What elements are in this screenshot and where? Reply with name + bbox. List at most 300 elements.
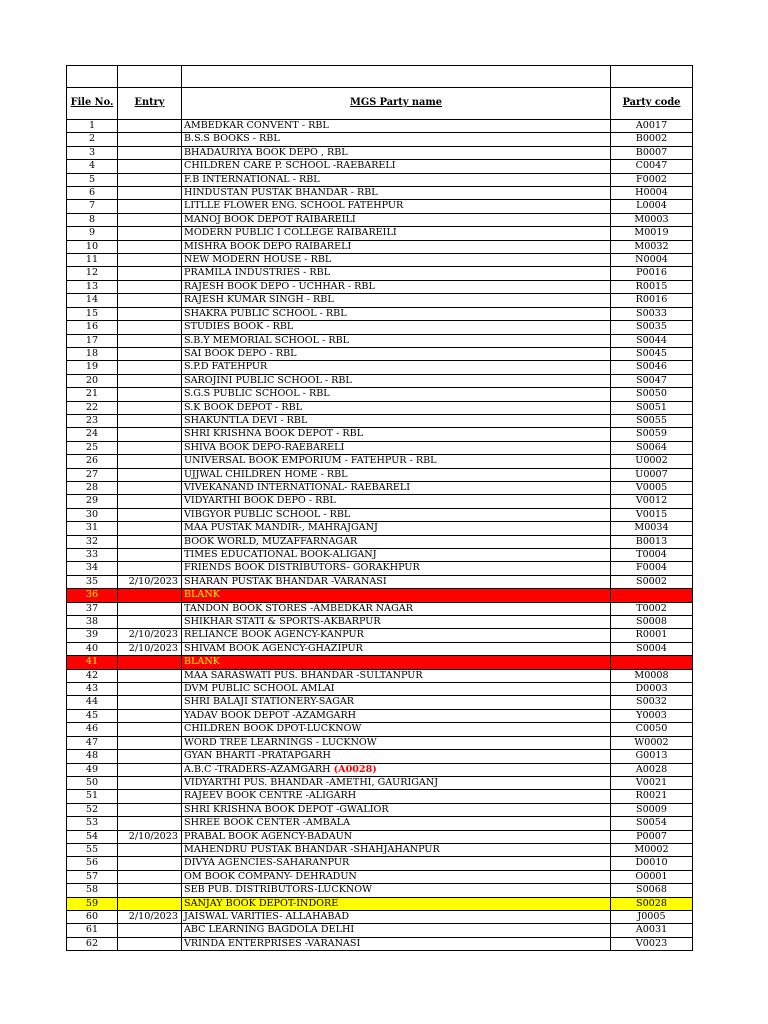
table-row (67, 870, 693, 883)
entry-cell (118, 870, 182, 883)
entry-cell: 2/10/2023 (118, 642, 182, 655)
entry-cell: 2/10/2023 (118, 629, 182, 642)
party-code-cell: N0004 (611, 254, 693, 267)
party-code-cell: M0034 (611, 522, 693, 535)
party-code-cell: F0002 (611, 173, 693, 186)
party-name-cell: UNIVERSAL BOOK EMPORIUM - FATEHPUR - RBL (182, 455, 611, 468)
entry-cell (118, 535, 182, 548)
table-row (67, 629, 693, 642)
file-no-cell: 42 (67, 669, 118, 682)
party-code-cell: M0003 (611, 213, 693, 226)
file-no-cell: 3 (67, 146, 118, 159)
entry-cell (118, 562, 182, 575)
file-no-cell: 29 (67, 495, 118, 508)
entry-cell (118, 843, 182, 856)
file-no-cell: 59 (67, 897, 118, 910)
party-name-cell: ABC LEARNING BAGDOLA DELHI (182, 924, 611, 937)
header-party-code: Party code (611, 88, 693, 120)
party-name-cell: VRINDA ENTERPRISES -VARANASI (182, 937, 611, 950)
file-no-cell: 20 (67, 374, 118, 387)
party-name-cell: SHREE BOOK CENTER -AMBALA (182, 817, 611, 830)
party-name-cell: SHIKHAR STATI & SPORTS-AKBARPUR (182, 616, 611, 629)
party-code-cell: S0004 (611, 642, 693, 655)
entry-cell (118, 173, 182, 186)
party-code-cell: R0015 (611, 280, 693, 293)
party-name-cell: MANOJ BOOK DEPOT RAIBAREILI (182, 213, 611, 226)
file-no-cell: 12 (67, 267, 118, 280)
file-no-cell: 39 (67, 629, 118, 642)
party-code-cell: S0050 (611, 388, 693, 401)
party-name-cell: PRABAL BOOK AGENCY-BADAUN (182, 830, 611, 843)
party-name-cell: SHRI BALAJI STATIONERY-SAGAR (182, 696, 611, 709)
entry-cell (118, 817, 182, 830)
party-name-cell: BLANK (182, 589, 611, 602)
file-no-cell: 50 (67, 776, 118, 789)
entry-cell (118, 294, 182, 307)
file-no-cell: 31 (67, 522, 118, 535)
table-row (67, 830, 693, 843)
party-code-cell: S0054 (611, 817, 693, 830)
party-name-cell: GYAN BHARTI -PRATAPGARH (182, 750, 611, 763)
party-name-cell: AMBEDKAR CONVENT - RBL (182, 120, 611, 133)
entry-cell (118, 616, 182, 629)
party-name-cell: RAJESH KUMAR SINGH - RBL (182, 294, 611, 307)
party-name-cell: SEB PUB. DISTRIBUTORS-LUCKNOW (182, 884, 611, 897)
party-code-cell: V0012 (611, 495, 693, 508)
party-name-cell: BLANK (182, 656, 611, 669)
entry-cell (118, 750, 182, 763)
entry-cell (118, 884, 182, 897)
party-name-cell: JAISWAL VARITIES- ALLAHABAD (182, 910, 611, 923)
table-row (67, 187, 693, 200)
table-row (67, 817, 693, 830)
party-name-cell: SHAKUNTLA DEVI - RBL (182, 414, 611, 427)
table-row (67, 897, 693, 910)
header-party-name: MGS Party name (182, 88, 611, 120)
party-name-cell: DVM PUBLIC SCHOOL AMLAI (182, 683, 611, 696)
file-no-cell: 22 (67, 401, 118, 414)
party-name-cell: BHADAURIYA BOOK DEPO , RBL (182, 146, 611, 159)
party-code-cell: M0008 (611, 669, 693, 682)
table-row (67, 347, 693, 360)
table-row (67, 254, 693, 267)
party-code-cell: B0013 (611, 535, 693, 548)
party-name-cell: FRIENDS BOOK DISTRIBUTORS- GORAKHPUR (182, 562, 611, 575)
table-row (67, 910, 693, 923)
table-row (67, 280, 693, 293)
party-name-cell: SHARAN PUSTAK BHANDAR -VARANASI (182, 575, 611, 588)
file-no-cell: 19 (67, 361, 118, 374)
party-code-cell: V0005 (611, 481, 693, 494)
table-row (67, 562, 693, 575)
party-code-cell (611, 656, 693, 669)
party-name-cell: LITLLE FLOWER ENG. SCHOOL FATEHPUR (182, 200, 611, 213)
party-code-cell: S0035 (611, 321, 693, 334)
party-code-cell: S0045 (611, 347, 693, 360)
entry-cell (118, 120, 182, 133)
entry-cell (118, 307, 182, 320)
header-entry: Entry (118, 88, 182, 120)
file-no-cell: 15 (67, 307, 118, 320)
party-name-cell: HINDUSTAN PUSTAK BHANDAR - RBL (182, 187, 611, 200)
party-name-cell: BOOK WORLD, MUZAFFARNAGAR (182, 535, 611, 548)
table-row (67, 213, 693, 226)
file-no-cell: 52 (67, 803, 118, 816)
party-code-cell: A0028 (611, 763, 693, 776)
party-code-cell: L0004 (611, 200, 693, 213)
entry-cell (118, 776, 182, 789)
file-no-cell: 26 (67, 455, 118, 468)
party-code-cell: C0047 (611, 160, 693, 173)
table-row (67, 468, 693, 481)
party-name-cell: MODERN PUBLIC I COLLEGE RAIBAREILI (182, 227, 611, 240)
entry-cell (118, 133, 182, 146)
party-code-cell: S0044 (611, 334, 693, 347)
entry-cell (118, 857, 182, 870)
party-code-cell: B0002 (611, 133, 693, 146)
table-row (67, 374, 693, 387)
file-no-cell: 53 (67, 817, 118, 830)
party-name-text: A.B.C -TRADERS-AZAMGARH (184, 763, 334, 775)
entry-cell (118, 656, 182, 669)
table-row (67, 723, 693, 736)
party-name-cell: SHRI KRISHNA BOOK DEPOT - RBL (182, 428, 611, 441)
party-name-cell: WORD TREE LEARNINGS - LUCKNOW (182, 736, 611, 749)
table-row (67, 642, 693, 655)
table-row (67, 857, 693, 870)
party-name-cell: VIDYARTHI BOOK DEPO - RBL (182, 495, 611, 508)
party-name-cell: SAROJINI PUBLIC SCHOOL - RBL (182, 374, 611, 387)
table-row (67, 200, 693, 213)
entry-cell (118, 589, 182, 602)
party-name-cell: S.K BOOK DEPOT - RBL (182, 401, 611, 414)
table-row (67, 683, 693, 696)
file-no-cell: 1 (67, 120, 118, 133)
party-code-cell: M0019 (611, 227, 693, 240)
file-no-cell: 43 (67, 683, 118, 696)
party-name-cell: VIVEKANAND INTERNATIONAL- RAEBARELI (182, 481, 611, 494)
file-no-cell: 2 (67, 133, 118, 146)
party-name-cell: RAJEEV BOOK CENTRE -ALIGARH (182, 790, 611, 803)
table-row (67, 173, 693, 186)
table-row (67, 334, 693, 347)
party-name-cell: VIDYARTHI PUS. BHANDAR -AMETHI, GAURIGANJ (182, 776, 611, 789)
file-no-cell: 24 (67, 428, 118, 441)
party-code-cell: S0008 (611, 616, 693, 629)
entry-cell (118, 549, 182, 562)
entry-cell (118, 401, 182, 414)
party-code-cell: V0023 (611, 937, 693, 950)
table-row (67, 146, 693, 159)
entry-cell (118, 696, 182, 709)
file-no-cell: 56 (67, 857, 118, 870)
entry-cell (118, 897, 182, 910)
entry-cell: 2/10/2023 (118, 910, 182, 923)
file-no-cell: 13 (67, 280, 118, 293)
table-row (67, 481, 693, 494)
party-code-cell: R0016 (611, 294, 693, 307)
entry-cell (118, 723, 182, 736)
party-name-cell: STUDIES BOOK - RBL (182, 321, 611, 334)
table-row (67, 321, 693, 334)
table-row (67, 227, 693, 240)
table-row (67, 750, 693, 763)
party-code-cell: D0010 (611, 857, 693, 870)
party-name-cell: S.P.D FATEHPUR (182, 361, 611, 374)
file-no-cell: 7 (67, 200, 118, 213)
entry-cell (118, 683, 182, 696)
party-name-cell: SHAKRA PUBLIC SCHOOL - RBL (182, 307, 611, 320)
file-no-cell: 41 (67, 656, 118, 669)
table-row (67, 763, 693, 776)
party-code-cell: T0004 (611, 549, 693, 562)
file-no-cell: 49 (67, 763, 118, 776)
table-row (67, 736, 693, 749)
table-row (67, 388, 693, 401)
file-no-cell: 27 (67, 468, 118, 481)
file-no-cell: 44 (67, 696, 118, 709)
table-row (67, 937, 693, 950)
file-no-cell: 10 (67, 240, 118, 253)
file-no-cell: 62 (67, 937, 118, 950)
file-no-cell: 25 (67, 441, 118, 454)
table-row (67, 924, 693, 937)
file-no-cell: 17 (67, 334, 118, 347)
entry-cell (118, 937, 182, 950)
party-name-cell: OM BOOK COMPANY- DEHRADUN (182, 870, 611, 883)
entry-cell (118, 240, 182, 253)
entry-cell (118, 455, 182, 468)
file-no-cell: 61 (67, 924, 118, 937)
party-code-cell: S0046 (611, 361, 693, 374)
party-name-cell: RAJESH BOOK DEPO - UCHHAR - RBL (182, 280, 611, 293)
table-row (67, 267, 693, 280)
entry-cell (118, 803, 182, 816)
file-no-cell: 32 (67, 535, 118, 548)
table-row (67, 790, 693, 803)
entry-cell (118, 441, 182, 454)
table-row (67, 240, 693, 253)
party-name-cell: SANJAY BOOK DEPOT-INDORE (182, 897, 611, 910)
party-code-cell: S0032 (611, 696, 693, 709)
table-row (67, 401, 693, 414)
file-no-cell: 11 (67, 254, 118, 267)
table-row (67, 843, 693, 856)
file-no-cell: 37 (67, 602, 118, 615)
party-code-cell: P0007 (611, 830, 693, 843)
table-row (67, 549, 693, 562)
entry-cell (118, 267, 182, 280)
party-code-cell: H0004 (611, 187, 693, 200)
party-name-cell: SHIVAM BOOK AGENCY-GHAZIPUR (182, 642, 611, 655)
header-file-no: File No. (67, 88, 118, 120)
table-row (67, 294, 693, 307)
file-no-cell: 48 (67, 750, 118, 763)
party-name-cell: MISHRA BOOK DEPO RAIBARELI (182, 240, 611, 253)
party-name-cell: RELIANCE BOOK AGENCY-KANPUR (182, 629, 611, 642)
file-no-cell: 8 (67, 213, 118, 226)
party-code-cell: R0021 (611, 790, 693, 803)
party-name-cell: YADAV BOOK DEPOT -AZAMGARH (182, 709, 611, 722)
party-code-cell: S0059 (611, 428, 693, 441)
entry-cell (118, 763, 182, 776)
table-row (67, 455, 693, 468)
entry-cell (118, 468, 182, 481)
party-name-cell: F.B INTERNATIONAL - RBL (182, 173, 611, 186)
file-no-cell: 33 (67, 549, 118, 562)
table-row (67, 133, 693, 146)
header-row (67, 88, 693, 120)
entry-cell (118, 428, 182, 441)
table-row (67, 602, 693, 615)
file-no-cell: 30 (67, 508, 118, 521)
party-code-cell: A0031 (611, 924, 693, 937)
table-row (67, 361, 693, 374)
table-row (67, 160, 693, 173)
party-name-cell: CHILDREN CARE P. SCHOOL -RAEBARELI (182, 160, 611, 173)
table-row (67, 669, 693, 682)
entry-cell (118, 414, 182, 427)
table-row (67, 522, 693, 535)
entry-cell (118, 280, 182, 293)
file-no-cell: 55 (67, 843, 118, 856)
party-code-cell: W0002 (611, 736, 693, 749)
party-code-cell: S0033 (611, 307, 693, 320)
entry-cell (118, 790, 182, 803)
entry-cell (118, 709, 182, 722)
party-name-cell: TIMES EDUCATIONAL BOOK-ALIGANJ (182, 549, 611, 562)
file-no-cell: 5 (67, 173, 118, 186)
table-body (67, 120, 693, 951)
table-row (67, 616, 693, 629)
entry-cell (118, 321, 182, 334)
table-row (67, 307, 693, 320)
party-code-cell: S0009 (611, 803, 693, 816)
file-no-cell: 54 (67, 830, 118, 843)
party-code-cell: S0051 (611, 401, 693, 414)
file-no-cell: 58 (67, 884, 118, 897)
entry-cell (118, 669, 182, 682)
party-code-cell: V0015 (611, 508, 693, 521)
party-name-cell: SHIVA BOOK DEPO-RAEBARELI (182, 441, 611, 454)
table-row (67, 656, 693, 669)
entry-cell (118, 254, 182, 267)
table-row (67, 414, 693, 427)
file-no-cell: 14 (67, 294, 118, 307)
file-no-cell: 46 (67, 723, 118, 736)
entry-cell (118, 347, 182, 360)
party-code-highlight: (A0028) (333, 763, 377, 775)
table-row (67, 120, 693, 133)
party-code-cell: F0004 (611, 562, 693, 575)
party-name-cell: UJJWAL CHILDREN HOME - RBL (182, 468, 611, 481)
file-no-cell: 6 (67, 187, 118, 200)
entry-cell (118, 924, 182, 937)
entry-cell (118, 227, 182, 240)
file-no-cell: 45 (67, 709, 118, 722)
party-name-cell: B.S.S BOOKS - RBL (182, 133, 611, 146)
party-code-cell: C0050 (611, 723, 693, 736)
party-code-cell: D0003 (611, 683, 693, 696)
file-no-cell: 47 (67, 736, 118, 749)
file-no-cell: 34 (67, 562, 118, 575)
file-no-cell: 28 (67, 481, 118, 494)
file-no-cell: 51 (67, 790, 118, 803)
entry-cell (118, 388, 182, 401)
file-no-cell: 60 (67, 910, 118, 923)
party-code-cell: S0002 (611, 575, 693, 588)
table-row (67, 508, 693, 521)
table-row (67, 709, 693, 722)
table-row (67, 589, 693, 602)
party-code-cell: R0001 (611, 629, 693, 642)
party-name-cell: PRAMILA INDUSTRIES - RBL (182, 267, 611, 280)
party-code-cell: U0007 (611, 468, 693, 481)
entry-cell (118, 146, 182, 159)
file-no-cell: 57 (67, 870, 118, 883)
party-name-cell: MAA PUSTAK MANDIR-, MAHRAJGANJ (182, 522, 611, 535)
party-table (66, 65, 693, 951)
file-no-cell: 9 (67, 227, 118, 240)
file-no-cell: 23 (67, 414, 118, 427)
table-row (67, 884, 693, 897)
entry-cell (118, 361, 182, 374)
table-row (67, 441, 693, 454)
entry-cell (118, 495, 182, 508)
party-code-cell: V0021 (611, 776, 693, 789)
party-code-cell: S0055 (611, 414, 693, 427)
party-code-cell: P0016 (611, 267, 693, 280)
file-no-cell: 18 (67, 347, 118, 360)
party-code-cell: Y0003 (611, 709, 693, 722)
entry-cell (118, 200, 182, 213)
entry-cell: 2/10/2023 (118, 575, 182, 588)
file-no-cell: 4 (67, 160, 118, 173)
party-name-cell: MAA SARASWATI PUS. BHANDAR -SULTANPUR (182, 669, 611, 682)
party-name-cell: SAI BOOK DEPO - RBL (182, 347, 611, 360)
file-no-cell: 36 (67, 589, 118, 602)
table-row (67, 535, 693, 548)
party-code-cell (611, 589, 693, 602)
party-name-cell: TANDON BOOK STORES -AMBEDKAR NAGAR (182, 602, 611, 615)
file-no-cell: 40 (67, 642, 118, 655)
entry-cell (118, 187, 182, 200)
file-no-cell: 38 (67, 616, 118, 629)
party-name-cell: SHRI KRISHNA BOOK DEPOT -GWALIOR (182, 803, 611, 816)
party-code-cell: O0001 (611, 870, 693, 883)
party-code-cell: T0002 (611, 602, 693, 615)
table-row (67, 803, 693, 816)
party-code-cell: U0002 (611, 455, 693, 468)
file-no-cell: 21 (67, 388, 118, 401)
file-no-cell: 16 (67, 321, 118, 334)
file-no-cell: 35 (67, 575, 118, 588)
party-code-cell: B0007 (611, 146, 693, 159)
party-code-cell: G0013 (611, 750, 693, 763)
entry-cell (118, 522, 182, 535)
party-name-cell: NEW MODERN HOUSE - RBL (182, 254, 611, 267)
entry-cell (118, 481, 182, 494)
entry-cell (118, 736, 182, 749)
table-row (67, 428, 693, 441)
party-code-cell: J0005 (611, 910, 693, 923)
table-row (67, 575, 693, 588)
party-name-cell: CHILDREN BOOK DPOT-LUCKNOW (182, 723, 611, 736)
party-name-cell: MAHENDRU PUSTAK BHANDAR -SHAHJAHANPUR (182, 843, 611, 856)
entry-cell (118, 160, 182, 173)
entry-cell: 2/10/2023 (118, 830, 182, 843)
entry-cell (118, 213, 182, 226)
